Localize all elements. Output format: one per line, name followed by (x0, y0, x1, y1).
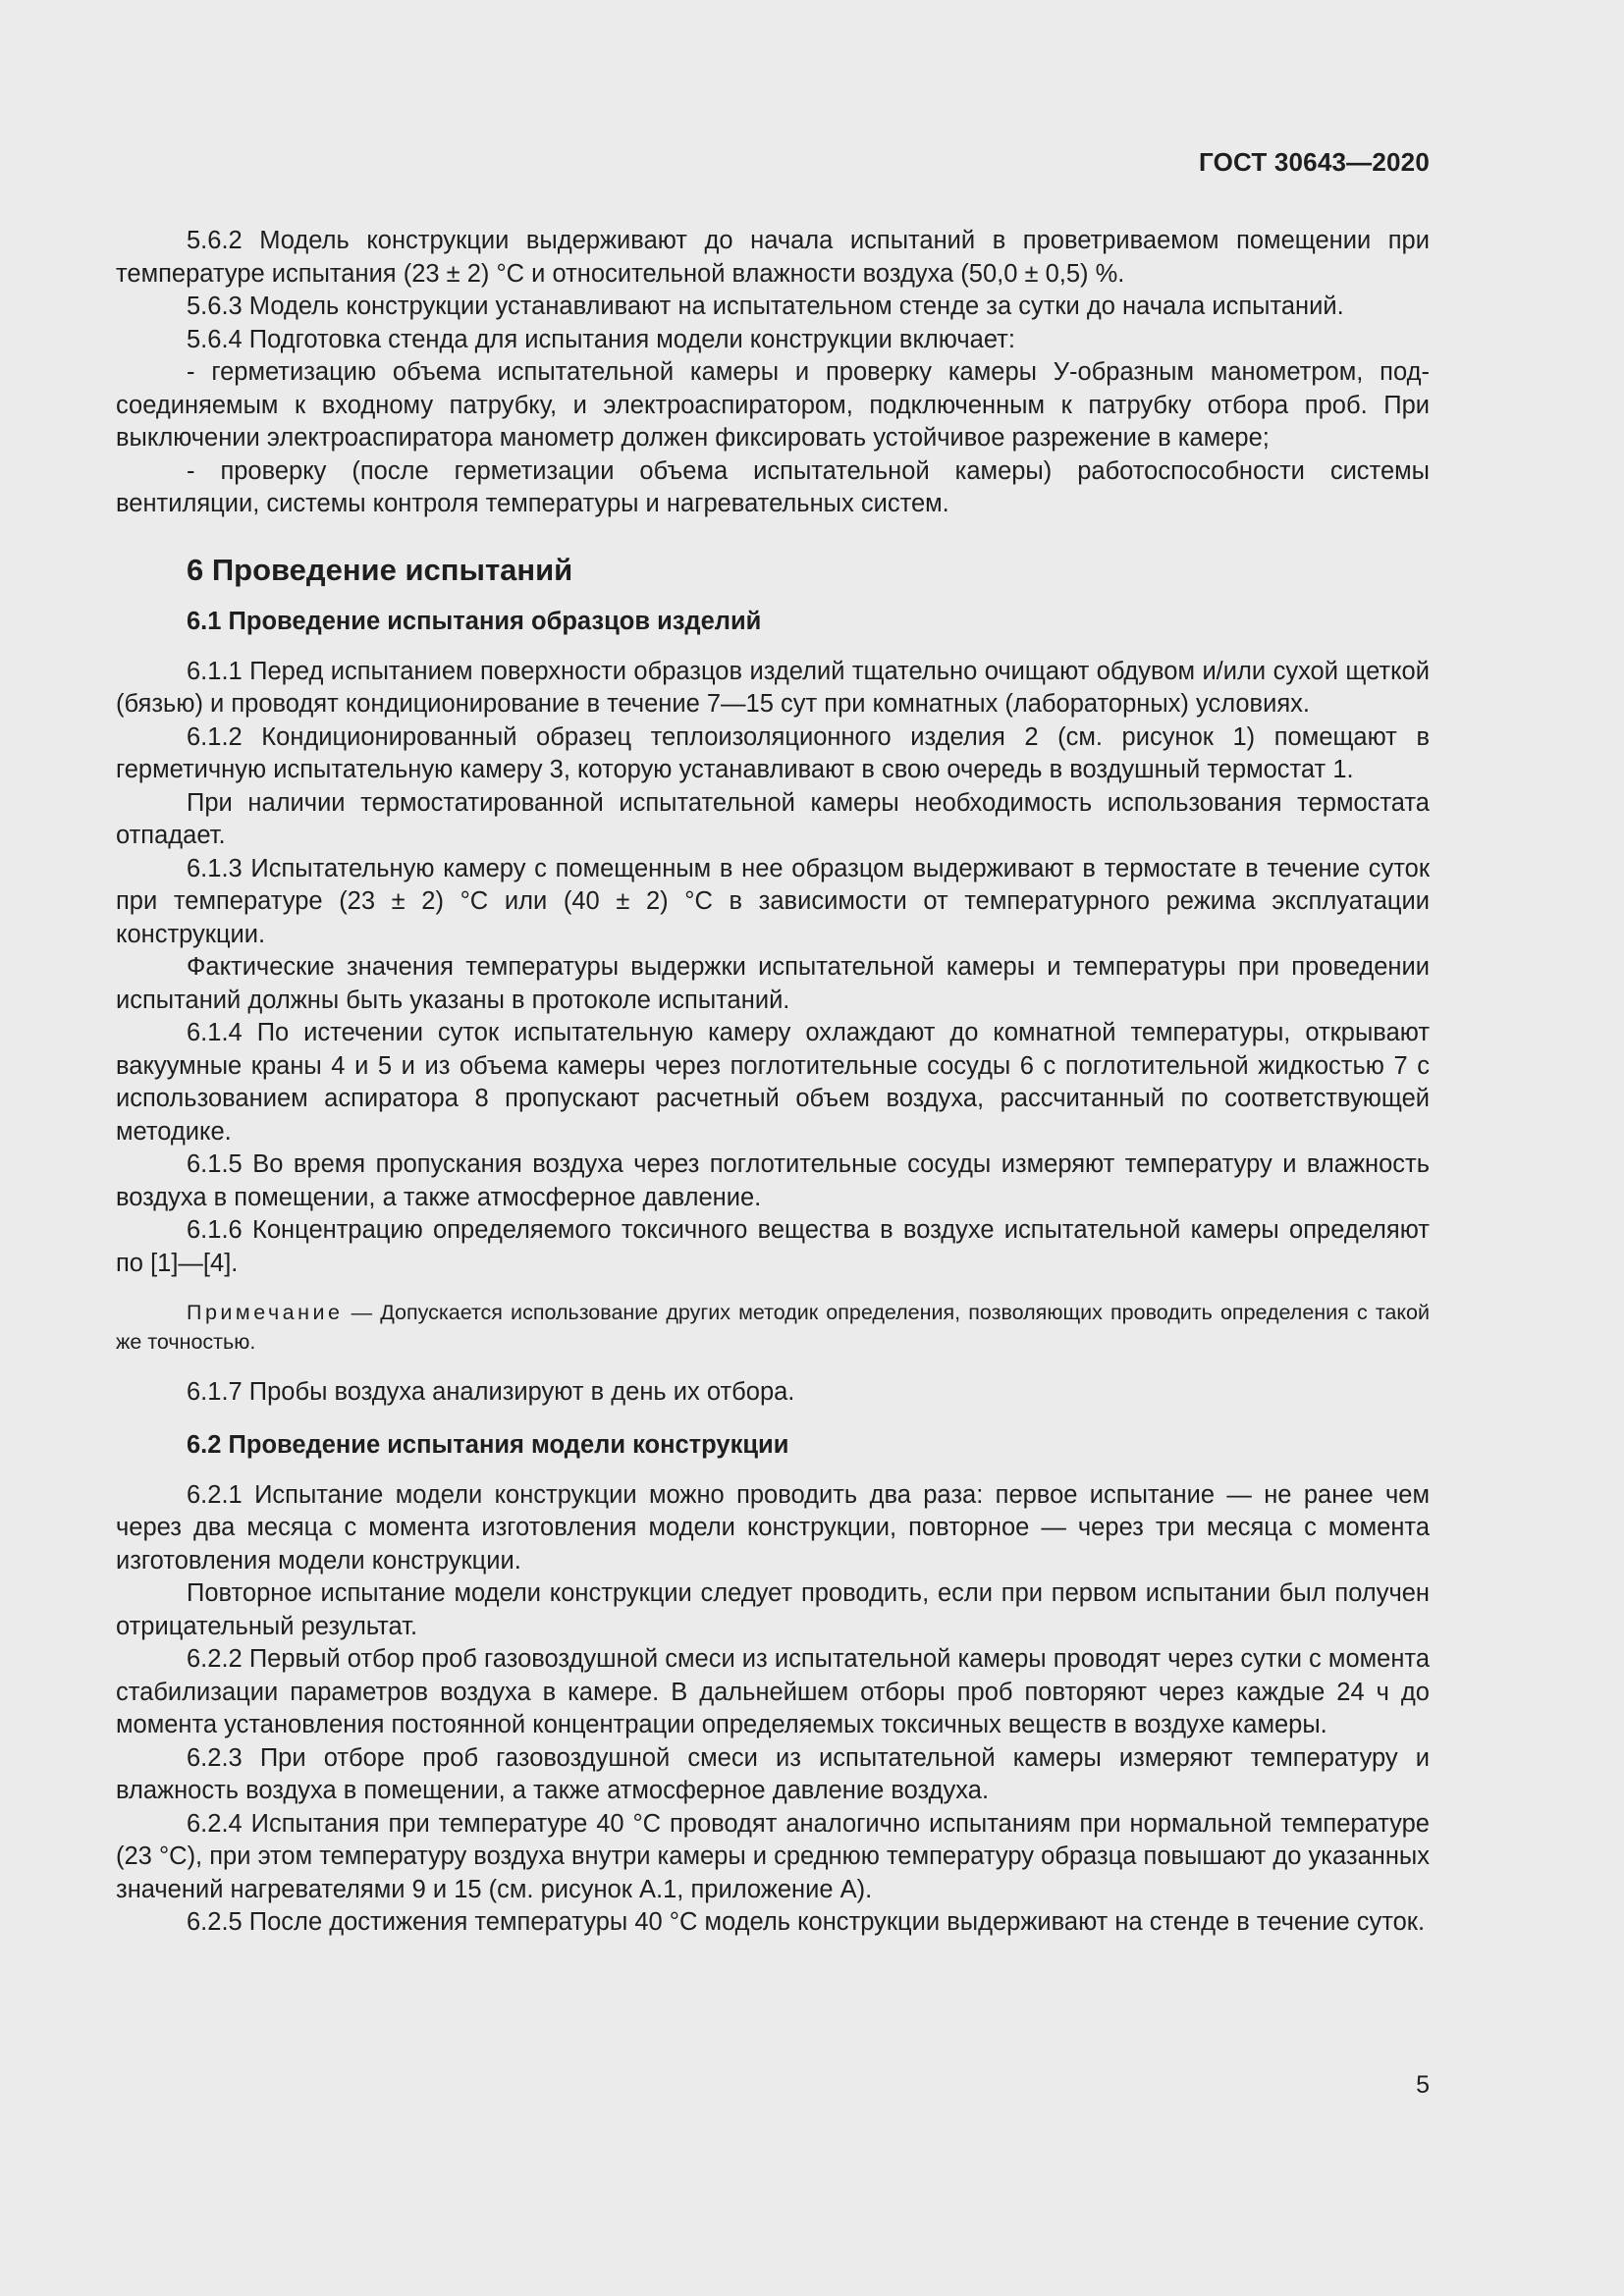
document-body (116, 225, 1430, 1940)
paragraph-6-2-2: 6.2.2 Первый отбор проб газовоздушной смеси из испытательной камеры проводят через сутки с момента стабилизации параметров воздуха в камере. В дальнейшем отборы проб повторяют через каждые 24 ч до момента установления постоянной концентрации определяемых токсичных веществ в воздухе камеры. (116, 1645, 1430, 1738)
paragraph-6-1-6: 6.1.6 Концентрацию определяемого токсичного вещества в воздухе испытательной камеры определяют по [1]—[4]. (116, 1216, 1430, 1277)
standard-designation: ГОСТ 30643—2020 (1199, 147, 1430, 177)
note-label: Примечание (187, 1301, 344, 1324)
section-heading-6: 6 Проведение испытаний (187, 552, 573, 587)
page-number: 5 (1416, 2071, 1430, 2099)
paragraph-5-6-3: 5.6.3 Модель конструкции устанавливают на испытательном стенде за сутки до начала испытаний. (187, 293, 1344, 320)
note-text: — Допускается использование других методик определения, позволяющих проводить определения с такой же точностью. (116, 1301, 1430, 1354)
paragraph-6-1-4: 6.1.4 По истечении суток испытательную камеру охлаждают до комнатной температуры, открывают вакуумные краны 4 и 5 и из объема камеры через поглотительные сосуды 6 с поглотительной жидкостью 7 с использованием аспиратора 8 пропускают расчетный объем воздуха, рассчитанный по соответствующей методике. (116, 1019, 1430, 1146)
paragraph-6-1-2: 6.1.2 Кондиционированный образец теплоизоляционного изделия 2 (см. рисунок 1) помещают в герметичную испытательную камеру 3, которую устанавливают в свою очередь в воздушный термостат 1. (116, 722, 1430, 783)
paragraph-6-1-3-values: Фактические значения температуры выдержки испытательной камеры и температуры при проведении испытаний должны быть указаны в протоколе испытаний. (116, 953, 1430, 1014)
list-item-sealing: - герметизацию объема испытательной камеры и проверку камеры У-образным манометром, подсоединяемым к входному патрубку, и электроаспиратором, подключенным к патрубку отбора проб. При выключении электроаспиратора манометр должен фиксировать устойчивое разрежение в камере; (116, 358, 1430, 452)
list-item-check: - проверку (после герметизации объема испытательной камеры) работоспособности системы вентиляции, системы контроля температуры и нагревательных систем. (116, 456, 1430, 517)
paragraph-5-6-4: 5.6.4 Подготовка стенда для испытания модели конструкции включает: (187, 325, 1015, 353)
paragraph-6-1-2-thermostat: При наличии термостатированной испытательной камеры необходимость использования термостата отпадает. (116, 788, 1430, 849)
paragraph-6-2-5: 6.2.5 После достижения температуры 40 °С модель конструкции выдерживают на стенде в течение суток. (187, 1908, 1426, 1936)
paragraph-6-2-4: 6.2.4 Испытания при температуре 40 °С проводят аналогично испытаниям при нормальной температуре (23 °С), при этом температуру воздуха внутри камеры и среднюю температуру образца повышают до указанных значений нагревателями 9 и 15 (см. рисунок А.1, приложение А). (116, 1809, 1430, 1903)
paragraph-6-1-3: 6.1.3 Испытательную камеру с помещенным в нее образцом выдерживают в термостате в течение суток при температуре (23 ± 2) °С или (40 ± 2) °С в зависимости от температурного режима эксплуатации конструкции. (116, 854, 1430, 948)
paragraph-6-2-3: 6.2.3 При отборе проб газовоздушной смеси из испытательной камеры измеряют температуру и влажность воздуха в помещении, а также атмосферное давление воздуха. (116, 1743, 1430, 1804)
subsection-heading-6-1: 6.1 Проведение испытания образцов изделий (187, 607, 762, 635)
paragraph-6-1-1: 6.1.1 Перед испытанием поверхности образцов изделий тщательно очищают обдувом и/или сухой щеткой (бязью) и проводят кондиционирование в течение 7—15 сут при комнатных (лабораторных) условиях. (116, 657, 1430, 718)
paragraph-6-1-5: 6.1.5 Во время пропускания воздуха через поглотительные сосуды измеряют температуру и влажность воздуха в помещении, а также атмосферное давление. (116, 1150, 1430, 1211)
paragraph-6-1-7: 6.1.7 Пробы воздуха анализируют в день их отбора. (187, 1378, 795, 1406)
paragraph-6-2-1: 6.2.1 Испытание модели конструкции можно проводить два раза: первое испытание — не ранее чем через два месяца с момента изготовления модели конструкции, повторное — через три месяца с момента изготовления модели конструкции. (116, 1480, 1430, 1575)
paragraph-6-2-1-repeat: Повторное испытание модели конструкции следует проводить, если при первом испытании был получен отрицательный результат. (116, 1579, 1430, 1640)
note (116, 1298, 1430, 1357)
paragraph-5-6-2: 5.6.2 Модель конструкции выдерживают до начала испытаний в проветриваемом помещении при температуре испытания (23 ± 2) °С и относительной влажности воздуха (50,0 ± 0,5) %. (116, 227, 1430, 288)
subsection-heading-6-2: 6.2 Проведение испытания модели конструкции (187, 1430, 789, 1459)
